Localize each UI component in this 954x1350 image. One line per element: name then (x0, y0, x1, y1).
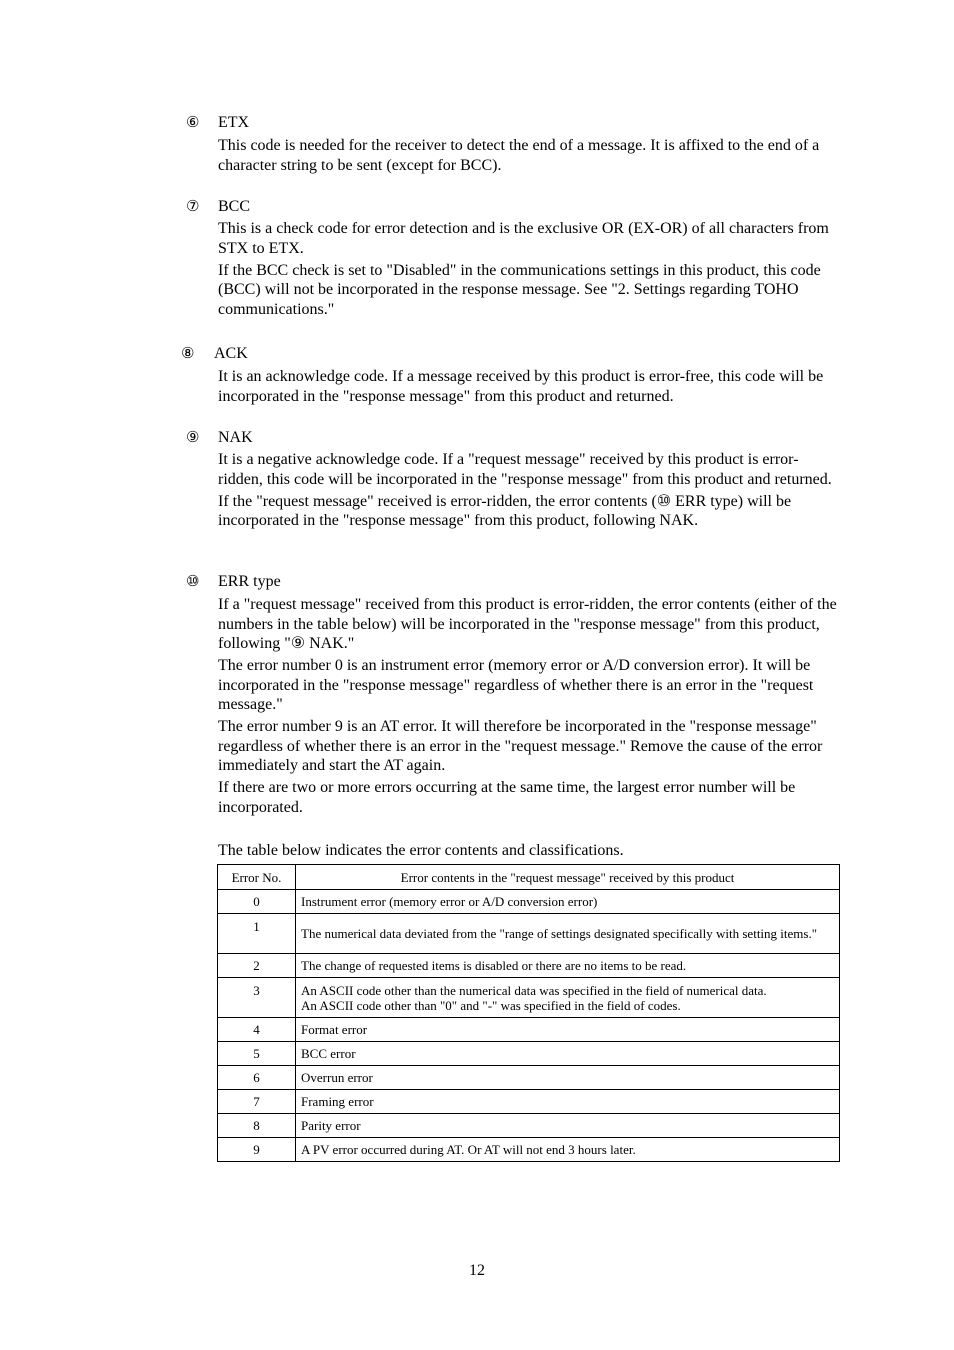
table-row (218, 1090, 840, 1114)
table-row (218, 1114, 840, 1138)
table-row (218, 978, 840, 1018)
error-description: Overrun error (296, 1066, 840, 1090)
section-heading (0, 428, 954, 448)
error-description: The numerical data deviated from the "range of settings designated specifically with setting items." (296, 914, 840, 954)
paragraph: If the "request message" received is error-ridden, the error contents (⑩ ERR type) will be incorporated in the "response message" from this product, following NAK. (218, 492, 792, 529)
section-body (218, 219, 842, 322)
error-number: 8 (218, 1114, 296, 1138)
section-title: ETX (218, 114, 250, 131)
section-title: ACK (214, 345, 248, 362)
paragraph: This is a check code for error detection and is the exclusive OR (EX-OR) of all characters from STX to ETX. (218, 220, 829, 257)
error-description-line: An ASCII code other than "0" and "-" was specified in the field of codes. (301, 997, 681, 1013)
section-title: BCC (218, 198, 251, 215)
section-number: ⑦ (186, 197, 200, 215)
table-row (218, 1018, 840, 1042)
error-number: 6 (218, 1066, 296, 1090)
table-row (218, 1066, 840, 1090)
error-number: 2 (218, 954, 296, 978)
error-description: Format error (296, 1018, 840, 1042)
error-description: Instrument error (memory error or A/D conversion error) (296, 890, 840, 914)
page-number: 12 (469, 1262, 485, 1279)
paragraph: The error number 0 is an instrument error (memory error or A/D conversion error). It will be incorporated in the "response message" regardless of whether there is an error in the "request message." (218, 657, 814, 713)
section-heading (0, 572, 954, 592)
error-number: 4 (218, 1018, 296, 1042)
error-number: 0 (218, 890, 296, 914)
table-caption: The table below indicates the error contents and classifications. (218, 842, 624, 859)
header-error-no: Error No. (218, 865, 296, 890)
section-number: ⑥ (186, 113, 200, 131)
section-heading (0, 197, 954, 217)
section-title: ERR type (218, 573, 281, 590)
section-title: NAK (218, 429, 253, 446)
table-header-row (218, 865, 840, 890)
error-description: Framing error (296, 1090, 840, 1114)
error-description: Parity error (296, 1114, 840, 1138)
error-description: BCC error (296, 1042, 840, 1066)
section-etx (0, 113, 954, 174)
error-number: 1 (218, 914, 296, 954)
section-body (218, 136, 842, 178)
section-err-type (0, 572, 954, 816)
error-number: 7 (218, 1090, 296, 1114)
table-row (218, 890, 840, 914)
section-body (218, 450, 842, 533)
paragraph: It is an acknowledge code. If a message received by this product is error-free, this code will be incorporated in the "response message" from this product and returned. (218, 368, 824, 405)
error-number: 3 (218, 978, 296, 1018)
paragraph: It is a negative acknowledge code. If a "request message" received by this product is error-ridden, this code will be incorporated in the "response message" from this product and returned. (218, 451, 832, 488)
section-heading (0, 344, 954, 364)
section-body (218, 367, 842, 409)
section-number: ⑧ (181, 344, 195, 362)
table-row (218, 914, 840, 954)
section-body (218, 595, 842, 820)
error-number: 5 (218, 1042, 296, 1066)
error-description (296, 978, 840, 1018)
table-row (218, 954, 840, 978)
error-description-line: An ASCII code other than the numerical data was specified in the field of numerical data. (301, 982, 767, 998)
error-description: The change of requested items is disabled or there are no items to be read. (296, 954, 840, 978)
error-description: A PV error occurred during AT. Or AT will not end 3 hours later. (296, 1138, 840, 1162)
section-nak (0, 428, 954, 529)
paragraph: If there are two or more errors occurring at the same time, the largest error number will be incorporated. (218, 779, 796, 816)
section-bcc (0, 197, 954, 318)
section-heading (0, 113, 954, 133)
section-number: ⑨ (186, 428, 200, 446)
error-table (217, 864, 840, 1162)
section-ack (0, 344, 954, 405)
section-number: ⑩ (186, 572, 200, 590)
header-error-contents: Error contents in the "request message" received by this product (296, 865, 840, 890)
table-row (218, 1138, 840, 1162)
paragraph: The error number 9 is an AT error. It will therefore be incorporated in the "response message" regardless of whether there is an error in the "request message." Remove the cause of the error immediately and start the AT again. (218, 718, 823, 774)
table-row (218, 1042, 840, 1066)
paragraph: This code is needed for the receiver to detect the end of a message. It is affixed to the end of a character string to be sent (except for BCC). (218, 137, 820, 174)
paragraph: If the BCC check is set to "Disabled" in the communications settings in this product, this code (BCC) will not be incorporated in the response message. See "2. Settings regarding TOHO communications." (218, 261, 821, 318)
paragraph: If a "request message" received from this product is error-ridden, the error contents (either of the numbers in the table below) will be incorporated in the "response message" from this product, following "⑨ NAK." (218, 596, 837, 652)
error-number: 9 (218, 1138, 296, 1162)
